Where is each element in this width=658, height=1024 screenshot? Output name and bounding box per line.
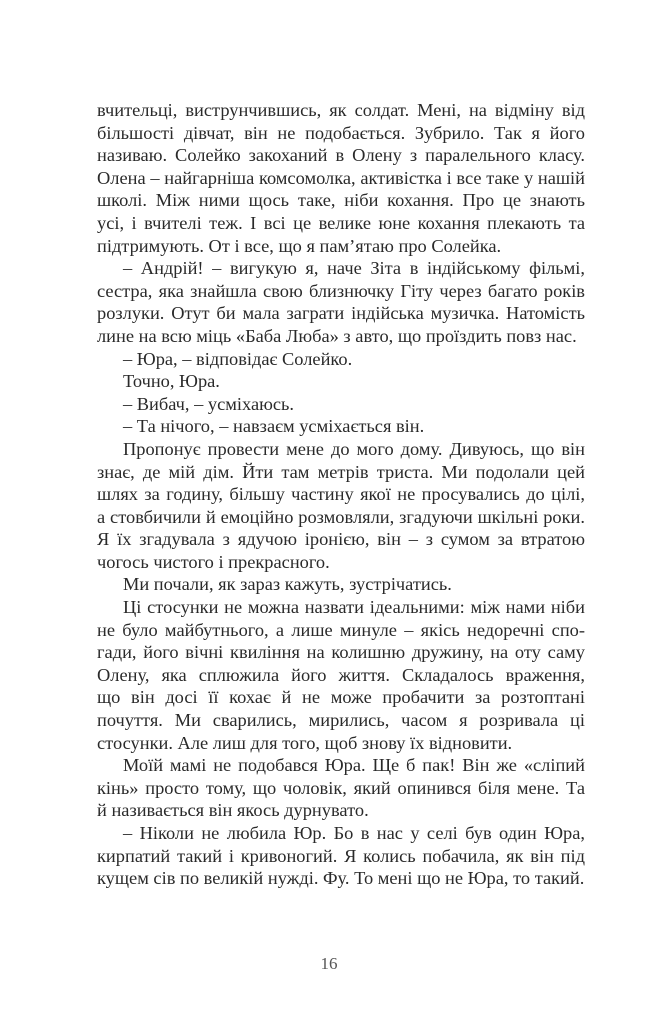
text-line: вчительці, виструнчившись, як солдат. Мені, на відміну від [97, 100, 585, 120]
text-line: називаю. Солейко закоханий в Олену з паралельного класу. [97, 145, 585, 166]
text-line: усі, і вчителі теж. І всі це велике юне кохання плекають та [97, 212, 585, 233]
text-line: Олену, яка сплюжила його життя. Складалось враження, [97, 664, 585, 685]
page-number: 16 [320, 954, 338, 973]
text-line: – Ніколи не любила Юр. Бо в нас у селі був один Юра, [123, 823, 585, 843]
text-line: школі. Між ними щось таке, ніби кохання. Про це знають [97, 190, 585, 211]
text-line: Ці стосунки не можна назвати ідеальними: між нами ніби [123, 597, 585, 618]
text-line: – Вибач, – усміхаюсь. [123, 393, 295, 414]
text-line: а стовбичили й емоційно розмовляли, згадуючи шкільні роки. [97, 506, 585, 527]
text-line: гади, його вічні квиління на колишню дружину, на оту саму [97, 642, 585, 663]
text-line: – Та нічого, – навзаєм усміхається він. [123, 416, 425, 437]
text-line: стосунки. Але лиш для того, щоб знову їх відновити. [97, 732, 513, 753]
text-line: Ми почали, як зараз кажуть, зустрічатись. [123, 574, 452, 595]
text-line: Я їх згадувала з ядучою іронією, він – з сумом за втратою [97, 529, 585, 550]
body-text [97, 99, 585, 890]
text-line: кінь» просто тому, що чоловік, який опинився біля мене. Та [97, 777, 585, 798]
text-line: й називається він якось дурнувато. [97, 800, 369, 821]
text-line: що він досі її кохає й не може пробачити за розтоптані [97, 687, 585, 708]
text-line: Моїй мамі не подобався Юра. Ще б пак! Він же «сліпий [123, 755, 585, 776]
text-line: розлуки. Отут би мала заграти індійська музичка. Натомість [97, 303, 585, 324]
text-line: знає, де мій дім. Йти там метрів триста. Ми подолали цей [97, 461, 585, 482]
text-line: – Юра, – відповідає Солейко. [123, 348, 353, 369]
text-line: не було майбутнього, а лише минуле – якісь недоречні спо- [97, 619, 585, 640]
text-line: більшості дівчат, він не подобається. Зубрило. Так я його [97, 122, 585, 143]
text-line: сестра, яка знайшла свою близнючку Гіту через багато років [97, 280, 585, 301]
text-line: шлях за годину, більшу частину якої не просувались до цілі, [97, 484, 585, 505]
text-line: Олена – найгарніша комсомолка, активістка і все таке у нашій [97, 167, 585, 188]
text-line: чогось чистого і прекрасного. [97, 551, 330, 572]
text-line: – Андрій! – вигукую я, наче Зіта в індійському фільмі, [123, 258, 585, 279]
text-line: підтримують. От і все, що я пам’ятаю про Солейка. [97, 235, 502, 256]
text-line: Пропонує провести мене до мого дому. Дивуюсь, що він [123, 438, 585, 459]
text-line: почуття. Ми сварились, мирились, часом я розривала ці [97, 710, 585, 731]
text-line: Точно, Юра. [123, 371, 220, 392]
text-line: лине на всю міць «Баба Люба» з авто, що проїздить повз нас. [97, 325, 577, 346]
text-line: кирпатий такий і кривоногий. Я колись побачила, як він під [97, 845, 585, 866]
text-line: кущем сів по великій нужді. Фу. То мені що не Юра, то такий. [97, 868, 585, 889]
